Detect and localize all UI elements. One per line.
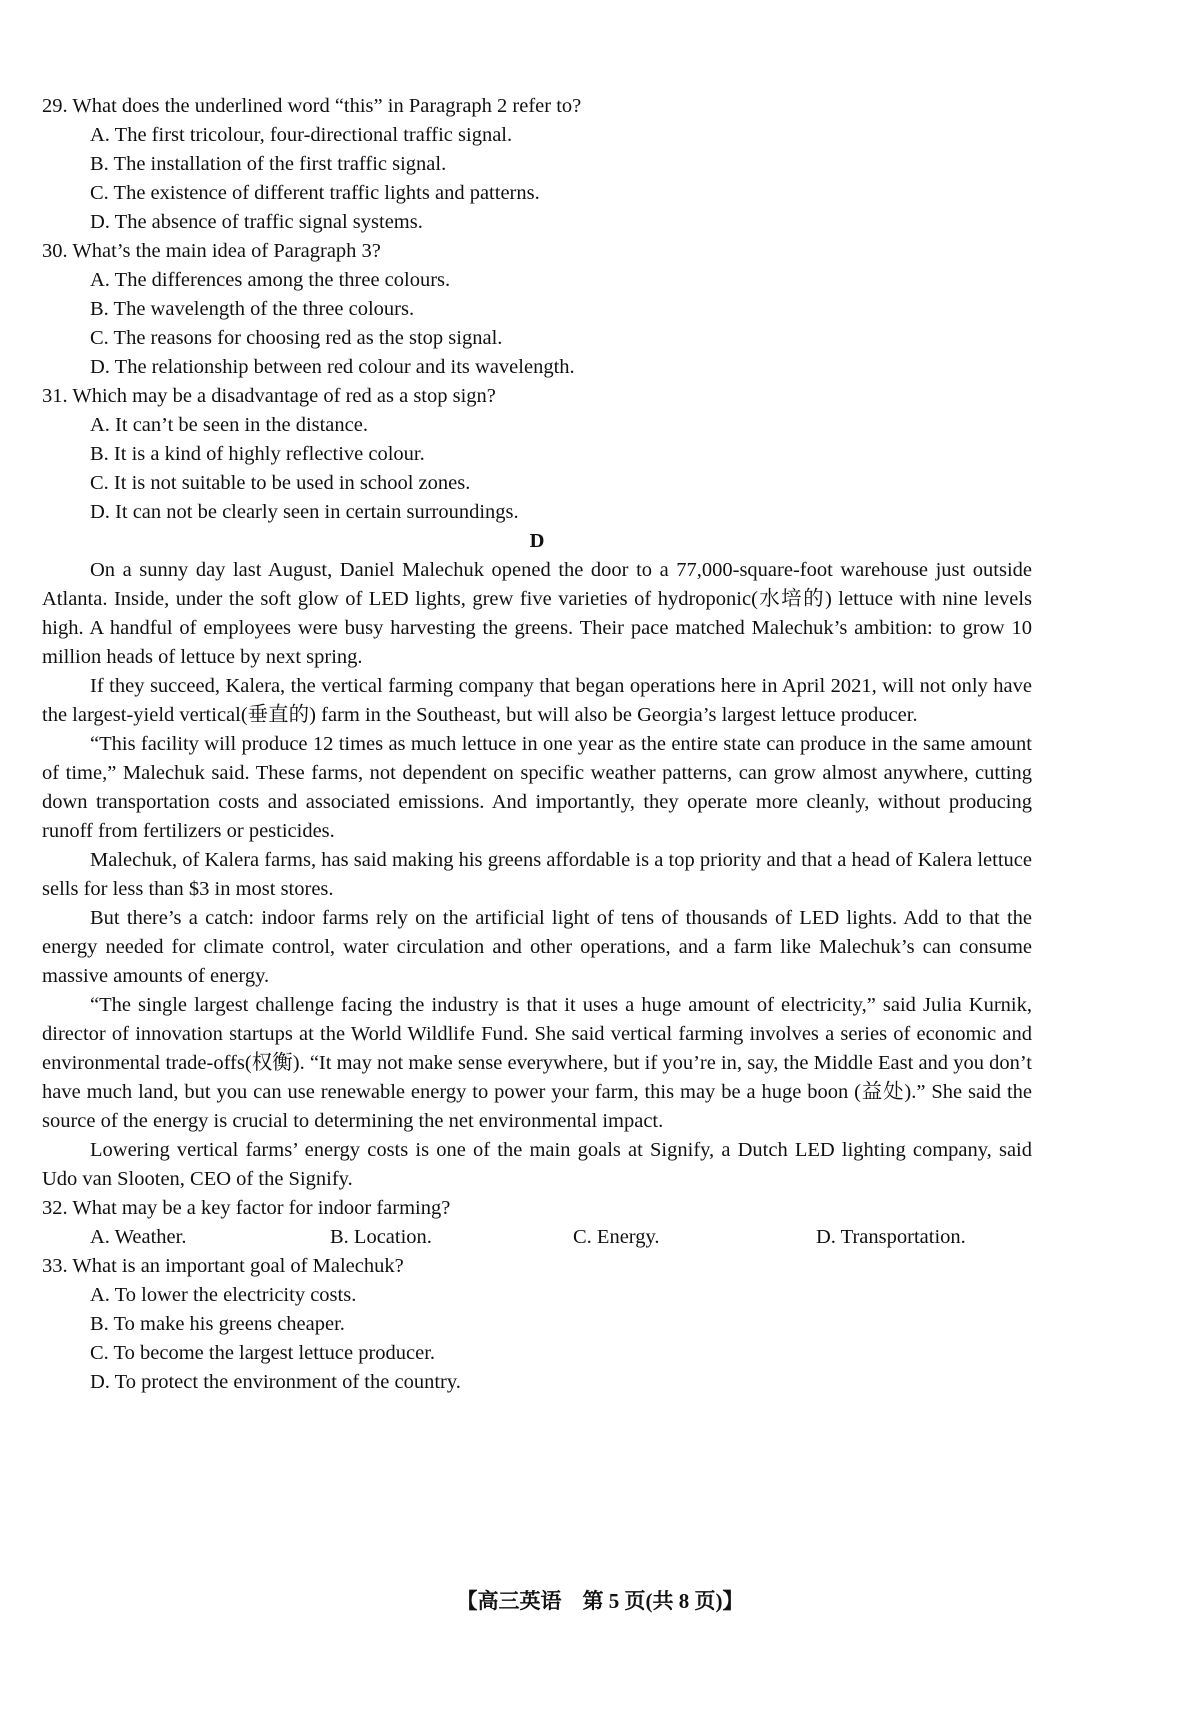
reading-passage (42, 556, 1032, 1194)
exam-page (42, 92, 1032, 1397)
option-d: D. The relationship between red colour and its wavelength. (90, 356, 575, 378)
option-b: B. The installation of the first traffic signal. (90, 153, 447, 175)
option-d: D. To protect the environment of the country. (90, 1371, 461, 1393)
section-heading: D (529, 530, 545, 552)
passage-paragraph: Malechuk, of Kalera farms, has said making his greens affordable is a top priority and that a head of Kalera lettuce sells for less than $3 in most stores. (42, 849, 1032, 900)
option-d: D. The absence of traffic signal systems. (90, 211, 423, 233)
option-d: D. Transportation. (816, 1226, 966, 1248)
options-row (42, 1223, 1032, 1252)
question-33 (42, 1252, 1032, 1397)
question-stem: 31. Which may be a disadvantage of red as a stop sign? (42, 385, 496, 407)
option-c: C. The reasons for choosing red as the stop signal. (90, 327, 503, 349)
option-c: C. Energy. (573, 1226, 660, 1248)
option-a: A. Weather. (90, 1226, 187, 1248)
passage-paragraph: But there’s a catch: indoor farms rely on the artificial light of tens of thousands of LED lights. Add to that the energy needed for climate control, water circulation and other operations, and a farm like Malechuk’s can consume massive amounts of energy. (42, 907, 1032, 987)
page-footer: 【高三英语 第 5 页(共 8 页)】 (456, 1589, 744, 1613)
option-d: D. It can not be clearly seen in certain surroundings. (90, 501, 519, 523)
option-b: B. To make his greens cheaper. (90, 1313, 345, 1335)
option-b: B. It is a kind of highly reflective colour. (90, 443, 425, 465)
question-stem: 30. What’s the main idea of Paragraph 3? (42, 240, 381, 262)
passage-paragraph: “This facility will produce 12 times as much lettuce in one year as the entire state can produce in the same amount of time,” Malechuk said. These farms, not dependent on specific weather patterns, can grow almost anywhere, cutting down transportation costs and associated emissions. And importantly, they operate more cleanly, without producing runoff from fertilizers or pesticides. (42, 733, 1032, 842)
option-a: A. The first tricolour, four-directional traffic signal. (90, 124, 513, 146)
passage-paragraph: If they succeed, Kalera, the vertical farming company that began operations here in April 2021, will not only have the largest-yield vertical(垂直的) farm in the Southeast, but will also be Georgia’s largest lettuce producer. (42, 675, 1032, 726)
option-c: C. The existence of different traffic lights and patterns. (90, 182, 540, 204)
question-30 (42, 237, 1032, 382)
passage-paragraph: On a sunny day last August, Daniel Malechuk opened the door to a 77,000-square-foot warehouse just outside Atlanta. Inside, under the soft glow of LED lights, grew five varieties of hydroponic(水培的) lettuce with nine levels high. A handful of employees were busy harvesting the greens. Their pace matched Malechuk’s ambition: to grow 10 million heads of lettuce by next spring. (42, 559, 1032, 668)
option-c: C. It is not suitable to be used in school zones. (90, 472, 471, 494)
question-stem: 29. What does the underlined word “this” in Paragraph 2 refer to? (42, 95, 582, 117)
option-c: C. To become the largest lettuce producer. (90, 1342, 436, 1364)
question-32 (42, 1194, 1032, 1252)
option-b: B. The wavelength of the three colours. (90, 298, 415, 320)
option-a: A. To lower the electricity costs. (90, 1284, 357, 1306)
option-b: B. Location. (330, 1226, 432, 1248)
question-stem: 32. What may be a key factor for indoor farming? (42, 1197, 451, 1219)
question-31 (42, 382, 1032, 527)
passage-paragraph: “The single largest challenge facing the industry is that it uses a huge amount of electricity,” said Julia Kurnik, director of innovation startups at the World Wildlife Fund. She said vertical farming involves a series of economic and environmental trade-offs(权衡). “It may not make sense everywhere, but if you’re in, say, the Middle East and you don’t have much land, but you can use renewable energy to power your farm, this may be a huge boon (益处).” She said the source of the energy is crucial to determining the net environmental impact. (42, 994, 1032, 1132)
question-29 (42, 92, 1032, 237)
passage-paragraph: Lowering vertical farms’ energy costs is one of the main goals at Signify, a Dutch LED lighting company, said Udo van Slooten, CEO of the Signify. (42, 1139, 1032, 1190)
option-a: A. The differences among the three colours. (90, 269, 451, 291)
option-a: A. It can’t be seen in the distance. (90, 414, 368, 436)
question-stem: 33. What is an important goal of Malechuk? (42, 1255, 404, 1277)
